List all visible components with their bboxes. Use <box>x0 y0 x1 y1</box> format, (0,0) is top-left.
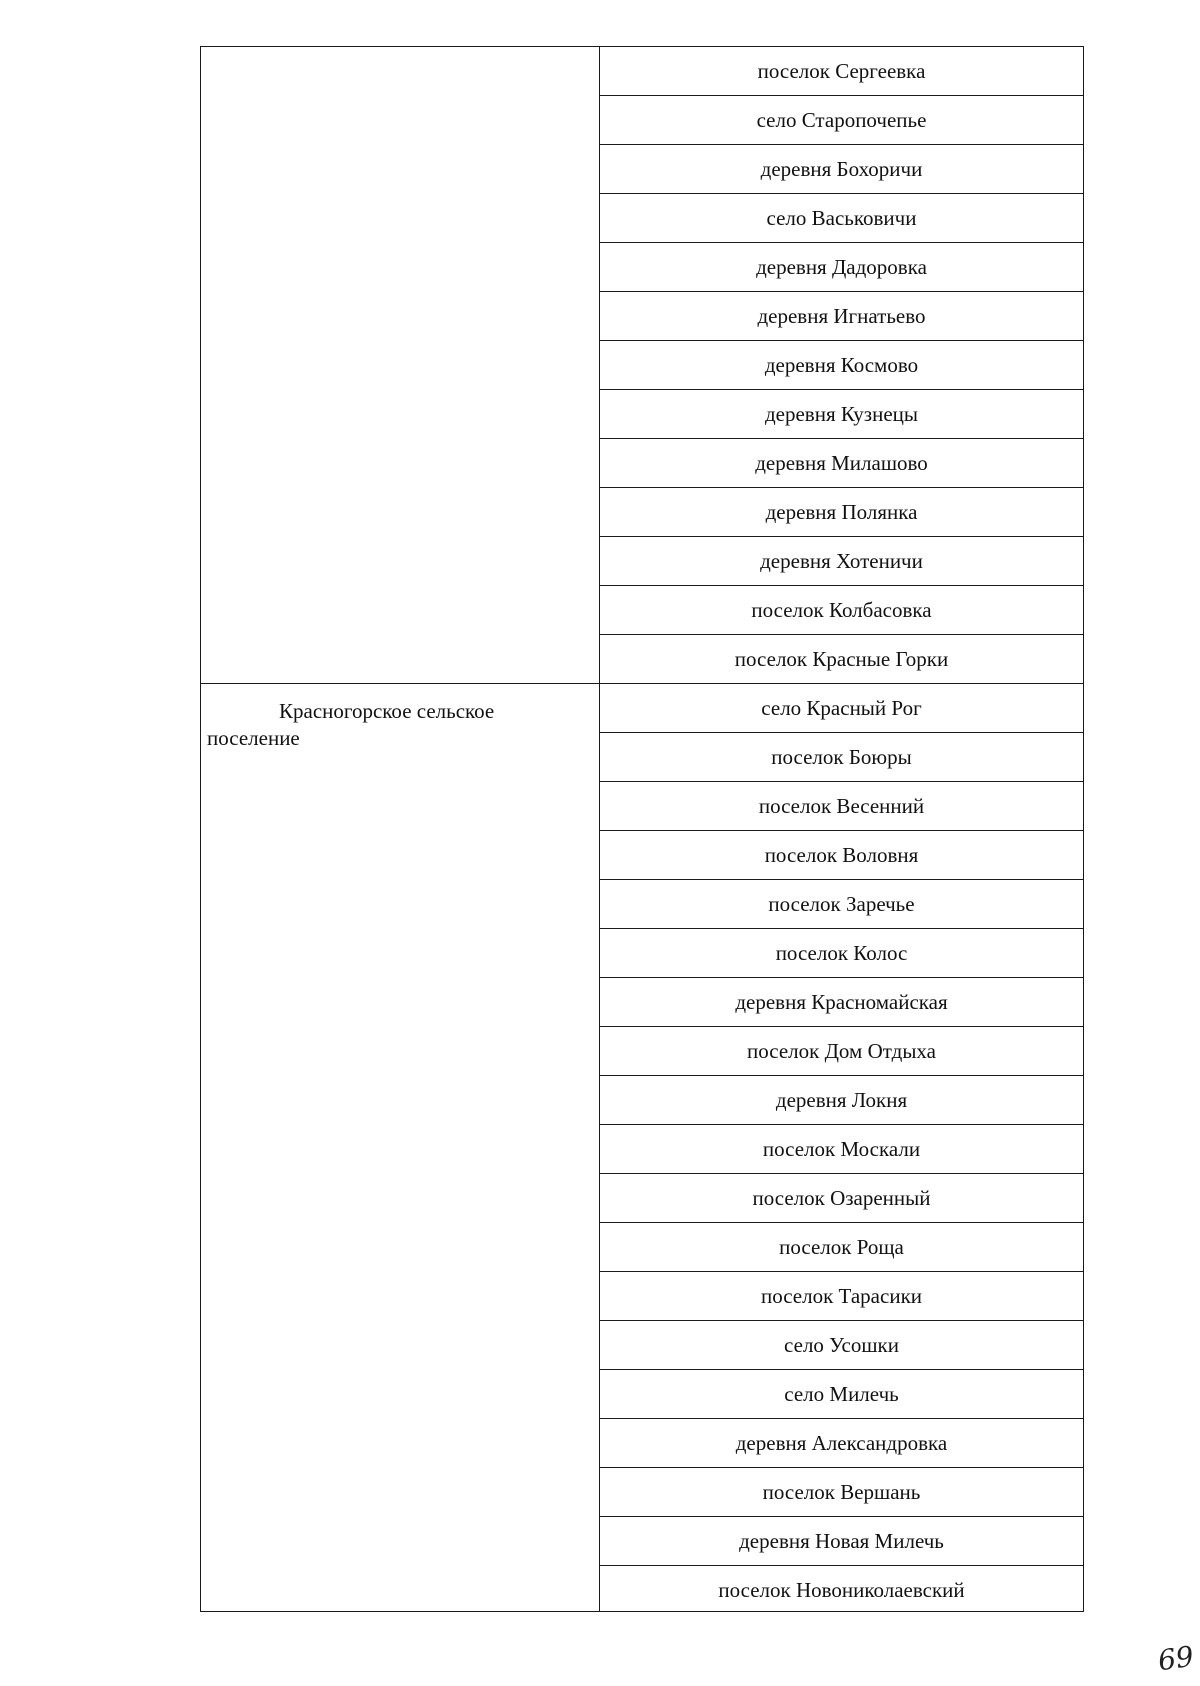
settlement-row: поселок Весенний <box>600 782 1083 831</box>
settlement-row: деревня Новая Милечь <box>600 1517 1083 1566</box>
settlement-row: деревня Бохоричи <box>600 145 1083 194</box>
settlement-row: поселок Озаренный <box>600 1174 1083 1223</box>
settlement-row: деревня Полянка <box>600 488 1083 537</box>
settlement-row: поселок Колбасовка <box>600 586 1083 635</box>
settlement-row: село Милечь <box>600 1370 1083 1419</box>
section-name: Красногорское сельское поселение <box>207 699 495 750</box>
settlement-row: поселок Заречье <box>600 880 1083 929</box>
settlement-row: поселок Сергеевка <box>600 47 1083 96</box>
settlement-row: село Васьковичи <box>600 194 1083 243</box>
settlement-row: поселок Вершань <box>600 1468 1083 1517</box>
settlement-row: деревня Игнатьево <box>600 292 1083 341</box>
settlement-row: деревня Милашово <box>600 439 1083 488</box>
settlement-row: поселок Колос <box>600 929 1083 978</box>
page-number: 69 <box>1155 1639 1196 1678</box>
settlement-row: деревня Локня <box>600 1076 1083 1125</box>
settlement-row: село Красный Рог <box>600 684 1083 733</box>
settlement-row: село Усошки <box>600 1321 1083 1370</box>
settlement-row: поселок Боюры <box>600 733 1083 782</box>
settlements-table <box>200 46 1084 1612</box>
settlement-row: деревня Кузнецы <box>600 390 1083 439</box>
settlement-row: поселок Роща <box>600 1223 1083 1272</box>
settlement-row: деревня Хотеничи <box>600 537 1083 586</box>
settlement-row: поселок Москали <box>600 1125 1083 1174</box>
settlement-row: деревня Космово <box>600 341 1083 390</box>
settlement-row: деревня Красномайская <box>600 978 1083 1027</box>
settlement-row: деревня Александровка <box>600 1419 1083 1468</box>
settlement-row: село Старопочепье <box>600 96 1083 145</box>
settlement-row: поселок Тарасики <box>600 1272 1083 1321</box>
settlement-row: поселок Новониколаевский <box>718 1578 965 1602</box>
settlement-row: поселок Воловня <box>600 831 1083 880</box>
settlement-row: поселок Красные Горки <box>734 647 949 671</box>
settlement-row: поселок Дом Отдыха <box>600 1027 1083 1076</box>
settlement-row: деревня Дадоровка <box>600 243 1083 292</box>
